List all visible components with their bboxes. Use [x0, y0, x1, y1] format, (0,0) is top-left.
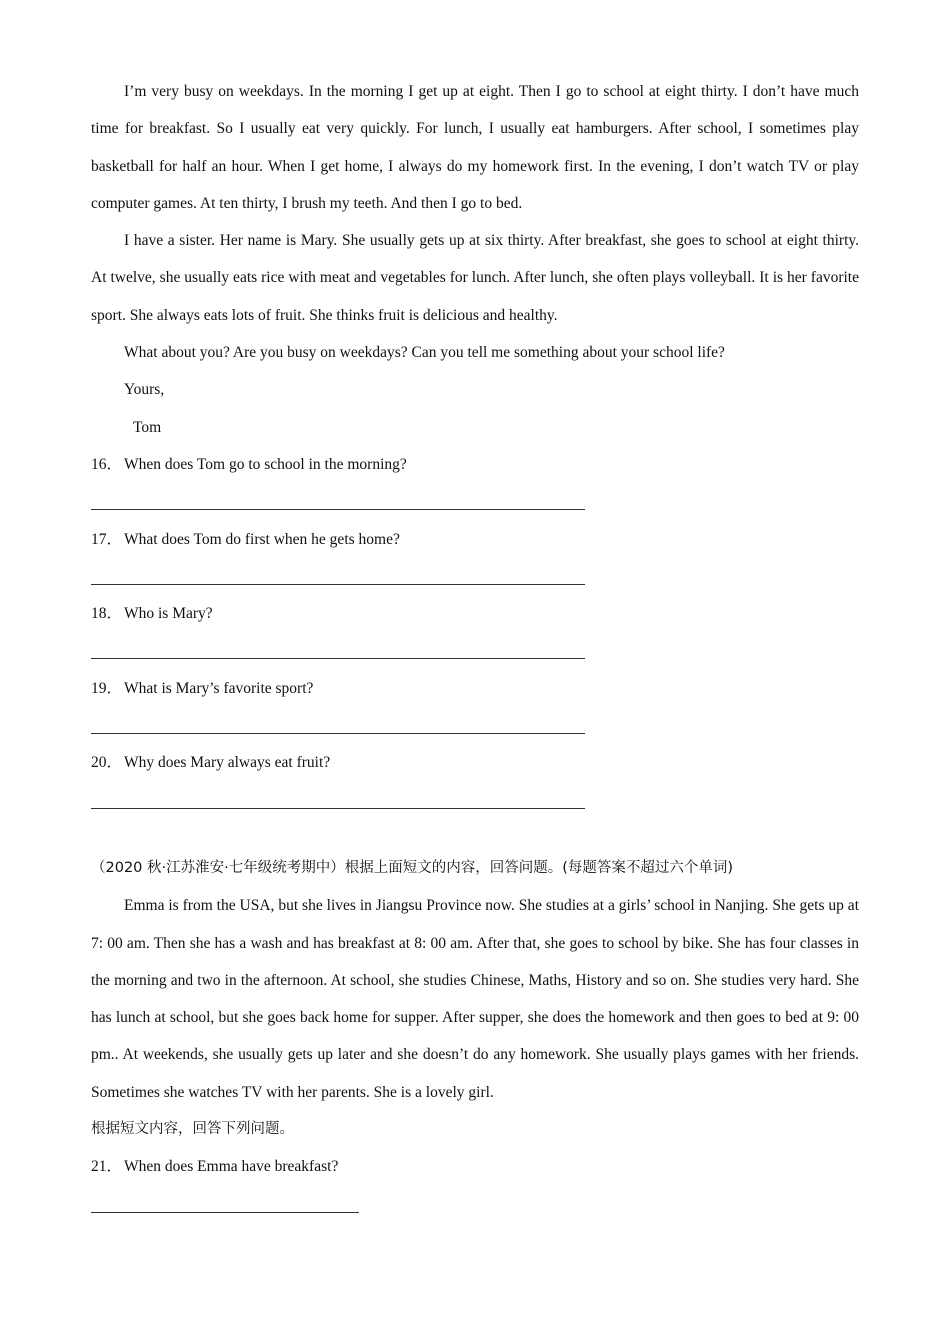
question-number: 16．	[91, 455, 123, 473]
question-text: Who is Mary?	[124, 605, 213, 623]
question-number: 17．	[91, 530, 123, 548]
question-text: When does Emma have breakfast?	[124, 1158, 339, 1176]
question-text: What is Mary’s favorite sport?	[124, 679, 314, 697]
question-number: 21．	[91, 1158, 123, 1176]
section-gap	[91, 819, 859, 850]
question-16	[91, 446, 859, 483]
answer-line-17[interactable]	[91, 558, 859, 595]
question-18	[91, 595, 859, 632]
letter-closing: Yours,	[124, 381, 165, 399]
question-number: 19．	[91, 679, 123, 697]
answer-line-18[interactable]	[91, 632, 859, 669]
question-number: 18．	[91, 605, 123, 623]
letter-paragraph-2: I have a sister. Her name is Mary. She usually gets up at six thirty. After breakfast, she goes to school at eight thirty. At twelve, she usually eats rice with meat and vegetables for lunch. After lunch, she often plays volleyball. It is her favorite sport. She always eats lots of fruit. She thinks fruit is delicious and healthy.	[91, 232, 859, 324]
question-20	[91, 744, 859, 781]
question-19	[91, 670, 859, 707]
question-text: Why does Mary always eat fruit?	[124, 754, 331, 772]
question-number: 20．	[91, 754, 123, 772]
letter-signature: Tom	[133, 418, 162, 436]
question-text: When does Tom go to school in the morning?	[124, 455, 407, 473]
question-21	[91, 1148, 859, 1185]
answer-line-20[interactable]	[91, 782, 859, 819]
answer-line-16[interactable]	[91, 483, 859, 520]
emma-passage: Emma is from the USA, but she lives in Jiangsu Province now. She studies at a girls’ school in Nanjing. She gets up at 7: 00 am. Then she has a wash and has breakfast at 8: 00 am. After that, she goes to school by bike. She has four classes in the morning and two in the afternoon. At school, she studies Chinese, Maths, History and so on. She studies very hard. She has lunch at school, but she goes back home for supper. After supper, she does the homework and then goes to bed at 9: 00 pm.. At weekends, she usually gets up later and she doesn’t do any homework. She usually plays games with her friends. Sometimes she watches TV with her parents. She is a lovely girl.	[91, 897, 859, 1101]
section-header: （2020 秋·江苏淮安·七年级统考期中）根据上面短文的内容，回答问题。(每题答案不超过六个单词)	[91, 859, 734, 876]
letter-paragraph-3: What about you? Are you busy on weekdays? Can you tell me something about your school life?	[124, 344, 725, 362]
answer-line-21[interactable]	[91, 1186, 859, 1223]
answer-line-19[interactable]	[91, 707, 859, 744]
question-17	[91, 521, 859, 558]
document-content	[91, 73, 859, 1223]
section-instruction: 根据短文内容，回答下列问题。	[91, 1121, 294, 1138]
question-text: What does Tom do first when he gets home?	[124, 530, 400, 548]
letter-paragraph-1: I’m very busy on weekdays. In the morning I get up at eight. Then I go to school at eight thirty. I don’t have much time for breakfast. So I usually eat very quickly. For lunch, I usually eat hamburgers. After school, I sometimes play basketball for half an hour. When I get home, I always do my homework first. In the evening, I don’t watch TV or play computer games. At ten thirty, I brush my teeth. And then I go to bed.	[91, 83, 859, 212]
